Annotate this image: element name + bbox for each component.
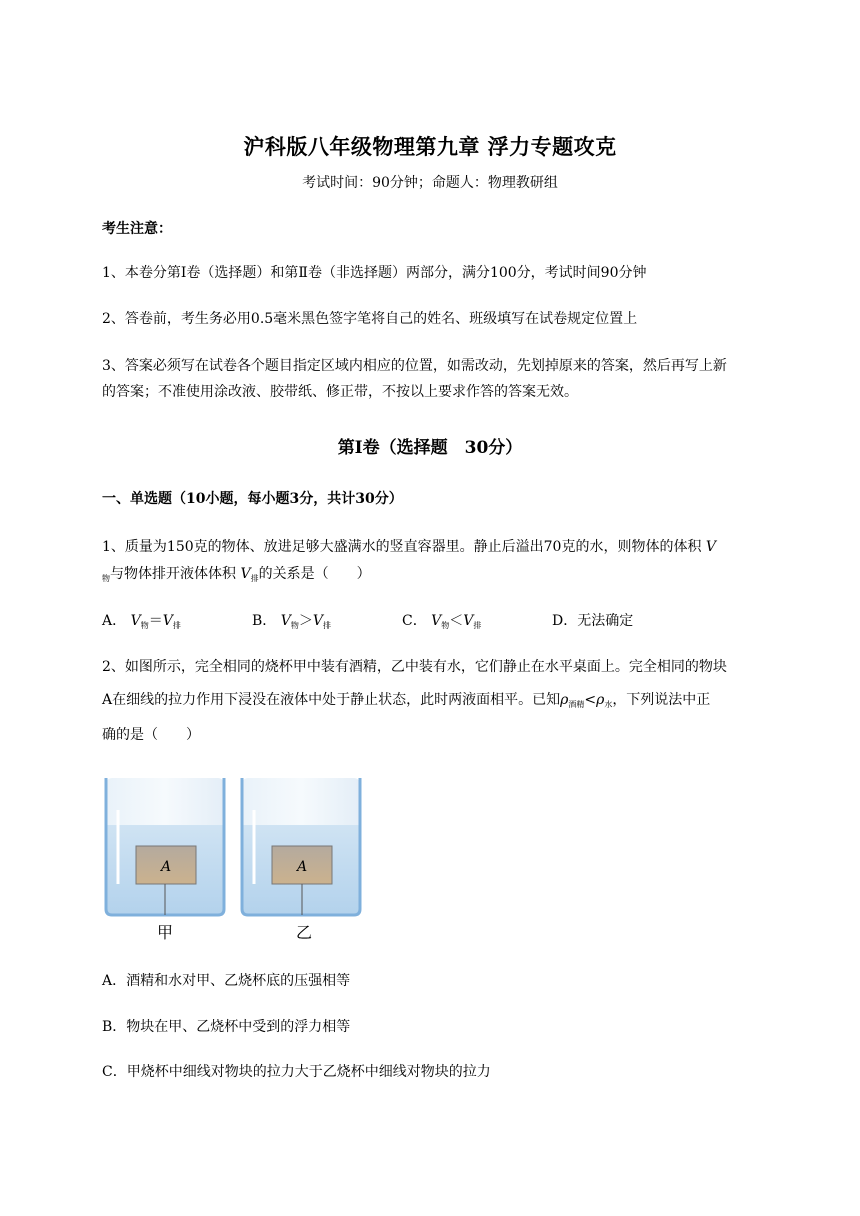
sub-disp: 排 [172, 621, 181, 630]
q2-text-line2 [102, 689, 802, 716]
relation: ＜ [449, 613, 464, 629]
q2-text-line1: 2、如图所示，完全相同的烧杯甲中装有酒精，乙中装有水，它们静止在水平桌面上。完全相同的物块 [102, 659, 727, 675]
notice-item-1: 1、本卷分第Ⅰ卷（选择题）和第Ⅱ卷（非选择题）两部分，满分100分，考试时间90分钟 [102, 265, 647, 281]
notice-item-3-cont: 的答案；不准使用涂改液、胶带纸、修正带，不按以上要求作答的答案无效。 [102, 384, 578, 400]
var-v: V [312, 613, 323, 629]
rho-symbol: ρ [560, 692, 569, 708]
q2-option-c[interactable]: C．甲烧杯中细线对物块的拉力大于乙烧杯中细线对物块的拉力 [102, 1064, 491, 1080]
relation: ＝ [148, 613, 163, 629]
q1-line2-end: 的关系是（ ） [258, 566, 371, 582]
sub-water: 水 [604, 700, 613, 709]
sub-obj: 物 [290, 621, 299, 630]
option-label: B． [252, 613, 277, 629]
beaker-figure [100, 776, 370, 948]
q2-option-a[interactable]: A．酒精和水对甲、乙烧杯底的压强相等 [102, 973, 351, 989]
notice-item-3: 3、答案必须写在试卷各个题目指定区域内相应的位置，如需改动，先划掉原来的答案，然后再写上新 [102, 358, 727, 374]
rho-symbol: ρ [596, 692, 605, 708]
option-label: C． [402, 613, 427, 629]
var-v: V [280, 613, 291, 629]
q1-sub-disp: 排 [250, 574, 259, 583]
notice-item-2: 2、答卷前，考生务必用0.5毫米黑色签字笔将自己的姓名、班级填写在试卷规定位置上 [102, 311, 638, 327]
option-text: 无法确定 [577, 613, 634, 629]
beaker-right [242, 778, 360, 942]
beaker-right-label: 乙 [295, 923, 313, 942]
q1-option-a[interactable] [102, 610, 181, 631]
exam-subtitle: 考试时间：90分钟；命题人：物理教研组 [302, 175, 558, 191]
part-title: 一、单选题（10小题，每小题3分，共计30分） [102, 491, 403, 507]
sub-disp: 排 [473, 621, 482, 630]
sub-disp: 排 [323, 621, 331, 630]
q1-option-d[interactable] [552, 610, 633, 630]
page-title: 沪科版八年级物理第九章 浮力专题攻克 [243, 134, 617, 159]
sub-obj: 物 [441, 621, 450, 630]
q1-text-line2 [102, 563, 802, 590]
q1-option-c[interactable] [402, 610, 481, 631]
q2-line2-end: ，下列说法中正 [612, 692, 711, 708]
option-label: D． [552, 613, 578, 629]
sub-obj: 物 [140, 621, 149, 630]
block-right-label: A [296, 859, 308, 875]
q1-sub-obj: 物 [102, 574, 110, 583]
sub-alcohol: 酒精 [568, 700, 585, 709]
q2-option-b[interactable]: B．物块在甲、乙烧杯中受到的浮力相等 [102, 1019, 351, 1035]
var-v: V [162, 613, 173, 629]
notice-heading: 考生注意： [102, 221, 172, 237]
q1-text-line1 [102, 536, 802, 558]
q1-var-v2: V [240, 566, 251, 582]
q1-option-b[interactable] [252, 610, 331, 631]
less-than: < [584, 692, 597, 708]
q2-line2-start: A在细线的拉力作用下浸没在液体中处于静止状态，此时两液面相平。已知 [102, 692, 561, 708]
option-label: A． [102, 613, 127, 629]
var-v: V [431, 613, 442, 629]
q1-line1-text: 1、质量为150克的物体、放进足够大盛满水的竖直容器里。静止后溢出70克的水，则物体的体积 [102, 539, 702, 555]
beaker-left-label: 甲 [156, 923, 174, 942]
var-v: V [463, 613, 474, 629]
beaker-left [106, 778, 224, 942]
q2-text-line3: 确的是（ ） [102, 727, 200, 743]
relation: ＞ [298, 613, 313, 629]
section-title: 第Ⅰ卷（选择题 30分） [337, 438, 523, 458]
q1-line2-mid: 与物体排开液体体积 [110, 566, 236, 582]
var-v: V [130, 613, 141, 629]
block-left-label: A [160, 859, 172, 875]
q1-var-v: V [705, 539, 717, 555]
